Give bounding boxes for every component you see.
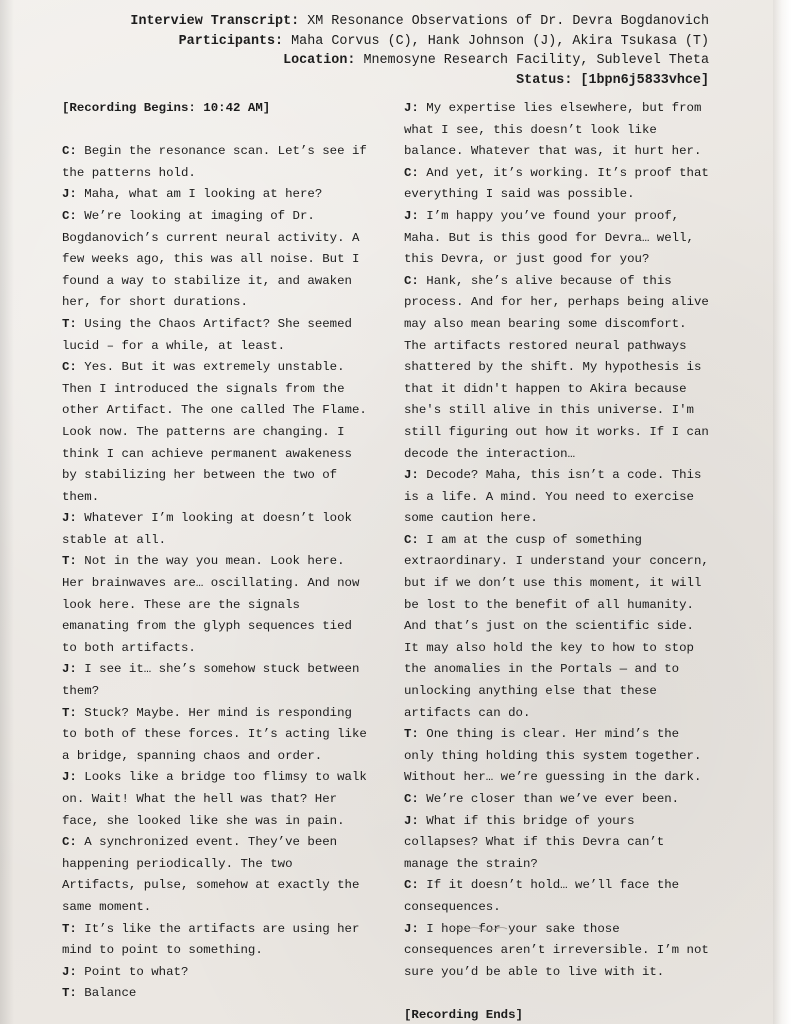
transcript-text: Stuck? Maybe. Her mind is responding [76,705,352,720]
transcript-text: may also mean bearing some discomfort. [404,316,687,331]
speaker-marker: J: [404,921,419,936]
speaker-marker: T: [62,554,77,569]
transcript-text: A synchronized event. They’ve been [76,835,338,850]
transcript-text: I am at the cusp of something [418,532,642,547]
transcript-line [404,98,722,120]
recording-ends-marker: [Recording Ends] [404,1007,523,1022]
transcript-column-right [404,98,722,1024]
transcript-text: Look now. The patterns are changing. I [62,424,345,439]
transcript-text: I hope for your sake those [418,921,620,936]
speaker-marker: J: [62,187,77,202]
transcript-text: If it doesn’t hold… we’ll face the [418,878,680,893]
transcript-line [404,940,722,962]
transcript-text: shattered by the shift. My hypothesis is [404,360,702,375]
transcript-text: consequences aren’t irreversible. I’m not [404,943,709,958]
transcript-line [62,271,374,293]
transcript-line [404,228,722,250]
speaker-marker: C: [404,273,419,288]
header-title-value: XM Resonance Observations of Dr. Devra Bogdanovich [307,14,709,29]
transcript-text: lucid – for a while, at least. [62,338,286,353]
transcript-line [404,811,722,833]
header-participants-label: Participants: [178,33,284,49]
transcript-text: balance. Whatever that was, it hurt her. [404,144,702,159]
transcript-text: We’re looking at imaging of Dr. [76,208,315,223]
transcript-line [62,616,374,638]
header-participants-value: Maha Corvus (C), Hank Johnson (J), Akira Tsukasa (T) [291,33,709,49]
transcript-text: Hank, she’s alive because of this [418,273,672,288]
transcript-text: few weeks ago, this was all noise. But I [62,252,360,267]
header-status-value: [1bpn6j5833vhce] [580,72,709,88]
transcript-text: The artifacts restored neural pathways [404,338,687,353]
transcript-line [62,638,374,660]
transcript-line [62,206,374,228]
transcript-line [62,163,374,185]
transcript-text: still figuring out how it works. If I can [404,424,709,439]
transcript-text: Decode? Maha, this isn’t a code. This [418,468,702,483]
transcript-text: Without her… we’re guessing in the dark. [404,770,702,785]
transcript-line [62,746,374,768]
header-title-row [130,12,709,32]
transcript-line [404,897,722,919]
transcript-line [62,357,374,379]
transcript-text: face, she looked like she was in pain. [62,813,345,828]
transcript-line [404,595,722,617]
transcript-text: emanating from the glyph sequences tied [62,619,352,634]
transcript-line [62,379,374,401]
transcript-text: mind to point to something. [62,943,263,958]
transcript-line [62,703,374,725]
transcript-text: Maha. But is this good for Devra… well, [404,230,694,245]
transcript-text: Her brainwaves are… oscillating. And now [62,576,360,591]
transcript-text: Begin the resonance scan. Let’s see if [76,144,367,159]
transcript-text: extraordinary. I understand your concern, [404,554,709,569]
paper-edge-right [773,0,791,1024]
transcript-line [404,508,722,530]
transcript-text: she's still alive in this universe. I'm [404,403,694,418]
transcript-text: stable at all. [62,532,167,547]
transcript-line [404,444,722,466]
transcript-line [62,487,374,509]
spacer [62,120,374,142]
speaker-marker: T: [62,316,77,331]
transcript-line [62,292,374,314]
transcript-text: It’s like the artifacts are using her [76,921,360,936]
transcript-text: manage the strain? [404,856,538,871]
transcript-text: unlocking anything else that these [404,684,657,699]
transcript-line [404,659,722,681]
transcript-text: think I can achieve permanent awakeness [62,446,352,461]
transcript-line [62,141,374,163]
transcript-line [62,422,374,444]
transcript-line [404,292,722,314]
header-location-row [130,51,709,71]
transcript-line [404,681,722,703]
transcript-header [130,12,709,90]
transcript-text: My expertise lies elsewhere, but from [418,101,702,115]
header-status-row [130,71,709,91]
speaker-marker: C: [404,165,419,180]
transcript-text: found a way to stabilize it, and awaken [62,273,352,288]
transcript-line [62,962,374,984]
speaker-marker: C: [404,878,419,893]
transcript-line [62,940,374,962]
transcript-text: Yes. But it was extremely unstable. [76,360,345,375]
transcript-line [404,206,722,228]
transcript-text: consequences. [404,899,501,914]
transcript-text: by stabilizing her between the two of [62,468,338,483]
transcript-line [404,746,722,768]
transcript-text: artifacts can do. [404,705,531,720]
transcript-line [404,184,722,206]
transcript-line [62,897,374,919]
transcript-text: It may also hold the key to how to stop [404,640,694,655]
transcript-text: And yet, it’s working. It’s proof that [418,165,709,180]
transcript-text: Looks like a bridge too flimsy to walk [76,770,367,785]
transcript-line [62,336,374,358]
transcript-line [404,120,722,142]
transcript-line [404,724,722,746]
transcript-text: the patterns hold. [62,165,196,180]
transcript-text: a bridge, spanning chaos and order. [62,748,323,763]
header-status-label: Status: [516,72,573,88]
transcript-line [404,465,722,487]
transcript-text: them? [62,684,100,699]
handwritten-scribble-icon [452,926,508,932]
transcript-line [62,832,374,854]
transcript-line [404,336,722,358]
transcript-line [404,163,722,185]
transcript-line [62,508,374,530]
transcript-text: What if this bridge of yours [418,813,635,828]
transcript-text: the anomalies in the Portals — and to [404,662,680,677]
transcript-text: but if we don’t use this moment, it will [404,576,702,591]
speaker-marker: C: [404,532,419,547]
header-participants-row [130,32,709,52]
transcript-text: Maha, what am I looking at here? [76,187,323,202]
header-title-label: Interview Transcript: [130,14,300,29]
transcript-text: is a life. A mind. You need to exercise [404,489,694,504]
transcript-text: only thing holding this system together. [404,748,702,763]
transcript-text: her, for short durations. [62,295,248,310]
transcript-text: Balance [76,986,137,1001]
speaker-marker: C: [62,208,77,223]
transcript-line [62,551,374,573]
transcript-text: I see it… she’s somehow stuck between [76,662,360,677]
transcript-line [62,659,374,681]
transcript-text: what I see, this doesn’t look like [404,122,657,137]
transcript-text: Point to what? [76,964,189,979]
transcript-line [404,962,722,984]
transcript-line [404,271,722,293]
speaker-marker: C: [62,144,77,159]
transcript-text: be lost to the benefit of all humanity. [404,597,694,612]
transcript-text: Artifacts, pulse, somehow at exactly the [62,878,360,893]
transcript-line [62,573,374,595]
transcript-line [62,919,374,941]
transcript-line [404,767,722,789]
transcript-line [62,444,374,466]
transcript-text: Using the Chaos Artifact? She seemed [76,316,352,331]
transcript-line [404,832,722,854]
speaker-marker: J: [404,813,419,828]
transcript-line [62,400,374,422]
transcript-line [62,249,374,271]
transcript-line [62,811,374,833]
transcript-text: We’re closer than we’ve ever been. [418,792,680,806]
transcript-line [404,573,722,595]
transcript-text: decode the interaction… [404,446,576,461]
speaker-marker: T: [62,705,77,720]
transcript-line [404,616,722,638]
speaker-marker: J: [404,101,419,115]
transcript-text: everything I said was possible. [404,187,635,202]
transcript-text: that it didn't happen to Akira because [404,381,687,396]
speaker-marker: J: [62,770,77,785]
transcript-line [62,314,374,336]
transcript-text: happening periodically. The two [62,856,293,871]
transcript-text: to both of these forces. It’s acting like [62,727,367,742]
transcript-text: on. Wait! What the hell was that? Her [62,792,338,806]
header-location-value: Mnemosyne Research Facility, Sublevel Theta [363,53,709,68]
speaker-marker: J: [404,208,419,223]
paper-shadow-left [0,0,14,1024]
transcript-text: some caution here. [404,511,538,526]
transcript-text: Not in the way you mean. Look here. [76,554,345,569]
right-column-lines [404,98,722,983]
transcript-line [62,854,374,876]
speaker-marker: C: [404,792,419,806]
transcript-text: Whatever I’m looking at doesn’t look [76,511,352,526]
speaker-marker: J: [62,511,77,526]
transcript-line [404,854,722,876]
transcript-line [62,530,374,552]
speaker-marker: J: [62,964,77,979]
transcript-column-left [62,98,374,1005]
transcript-line [404,400,722,422]
transcript-line [62,465,374,487]
recording-begins-marker: [Recording Begins: 10:42 AM] [62,101,271,115]
transcript-line [404,357,722,379]
transcript-line [404,789,722,811]
transcript-line [404,422,722,444]
speaker-marker: C: [62,360,77,375]
transcript-line [62,724,374,746]
speaker-marker: J: [404,468,419,483]
transcript-text: to both artifacts. [62,640,196,655]
transcript-text: Then I introduced the signals from the [62,381,345,396]
left-column-lines [62,141,374,1005]
transcript-text: I’m happy you’ve found your proof, [418,208,680,223]
transcript-line [404,703,722,725]
transcript-line [62,681,374,703]
transcript-line [62,767,374,789]
transcript-line [404,141,722,163]
transcript-text: look here. These are the signals [62,597,300,612]
transcript-line [404,487,722,509]
transcript-line [62,184,374,206]
transcript-line [404,249,722,271]
transcript-line [62,983,374,1005]
header-location-label: Location: [283,53,356,68]
speaker-marker: C: [62,835,77,850]
transcript-text: process. And for her, perhaps being alive [404,295,709,310]
transcript-line [404,875,722,897]
speaker-marker: T: [62,921,77,936]
transcript-text: sure you’d be able to live with it. [404,964,665,979]
transcript-line [62,595,374,617]
transcript-text: Bogdanovich’s current neural activity. A [62,230,360,245]
transcript-line [404,379,722,401]
transcript-text: this Devra, or just good for you? [404,252,650,267]
transcript-line [404,314,722,336]
speaker-marker: T: [404,727,419,742]
spacer [404,983,722,1005]
transcript-line [404,638,722,660]
transcript-line [62,875,374,897]
speaker-marker: J: [62,662,77,677]
transcript-text: same moment. [62,899,152,914]
transcript-line [62,789,374,811]
transcript-line [62,228,374,250]
transcript-line [404,530,722,552]
speaker-marker: T: [62,986,77,1001]
transcript-text: them. [62,489,100,504]
transcript-text: And that’s just on the scientific side. [404,619,694,634]
transcript-line [404,551,722,573]
transcript-text: One thing is clear. Her mind’s the [418,727,680,742]
transcript-text: collapses? What if this Devra can’t [404,835,665,850]
transcript-text: other Artifact. The one called The Flame. [62,403,367,418]
